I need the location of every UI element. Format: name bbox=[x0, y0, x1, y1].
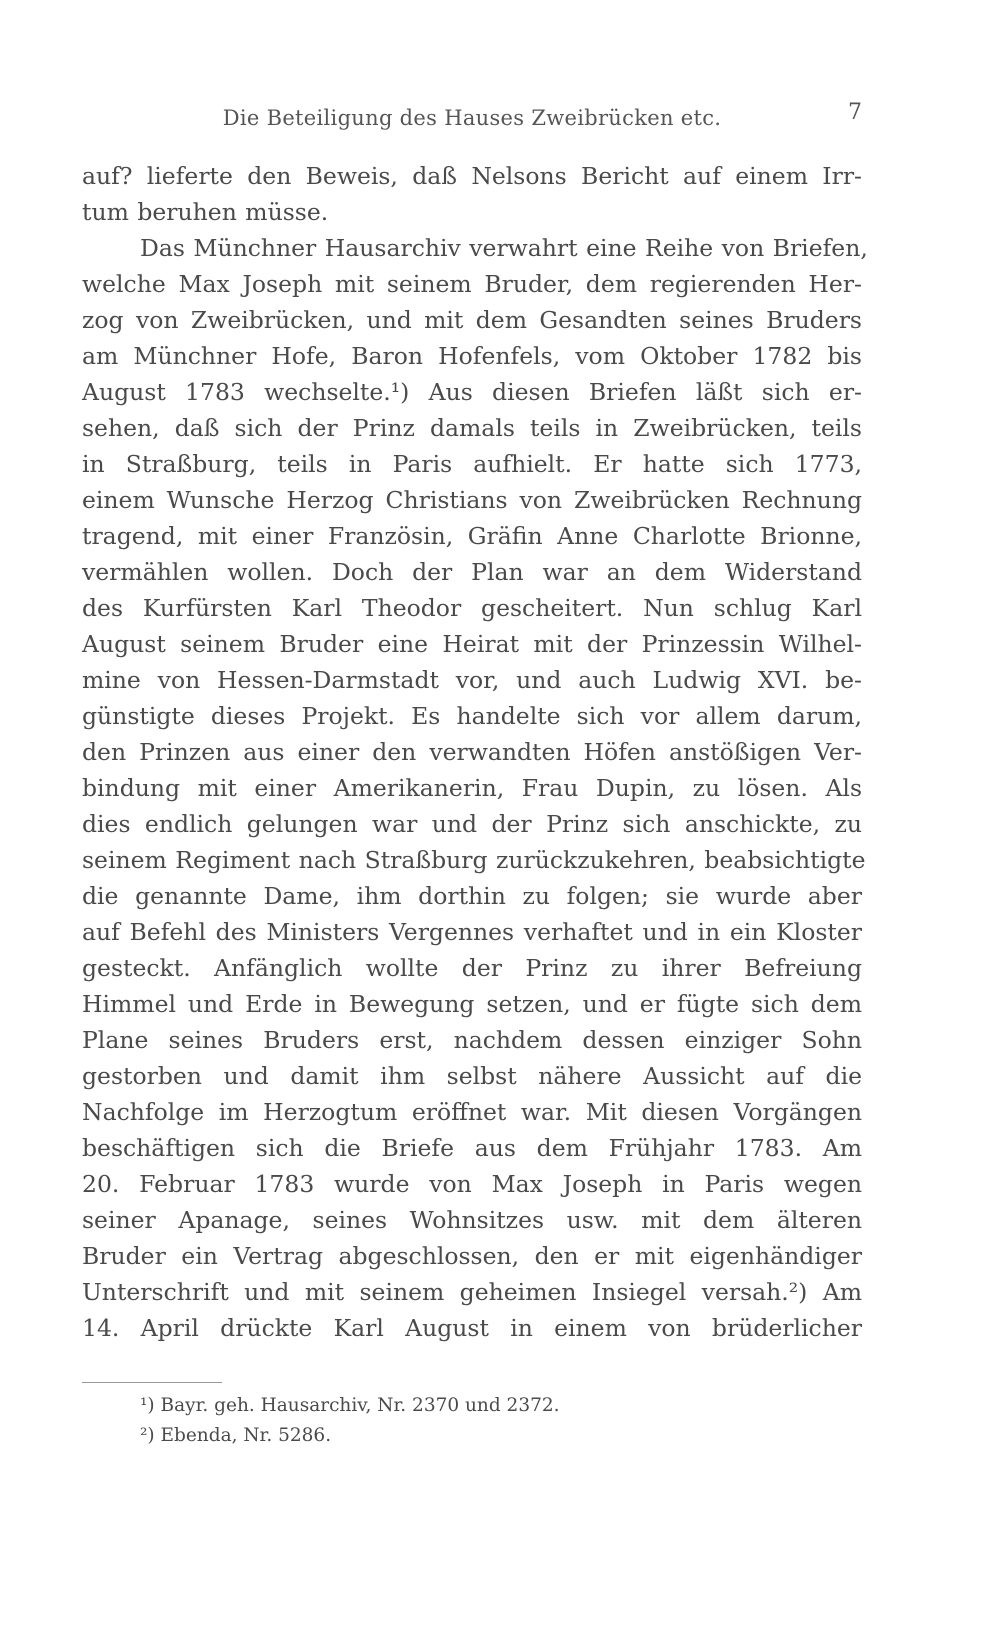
text-line: Himmel und Erde in Bewegung setzen, und er fügte sich dem bbox=[82, 990, 862, 1018]
footnotes bbox=[82, 1391, 862, 1451]
text-line: Unterschrift und mit seinem geheimen Insiegel versah.²) Am bbox=[82, 1278, 862, 1306]
text-line: sehen, daß sich der Prinz damals teils in Zweibrücken, teils bbox=[82, 414, 862, 442]
text-line: dies endlich gelungen war und der Prinz sich anschickte, zu bbox=[82, 810, 862, 838]
text-line: einem Wunsche Herzog Christians von Zweibrücken Rechnung bbox=[82, 486, 862, 514]
text-line: 14. April drückte Karl August in einem von brüderlicher bbox=[82, 1314, 862, 1342]
text-line: tragend, mit einer Französin, Gräfin Anne Charlotte Brionne, bbox=[82, 522, 862, 550]
text-line: bindung mit einer Amerikanerin, Frau Dupin, zu lösen. Als bbox=[82, 774, 862, 802]
text-line: beschäftigen sich die Briefe aus dem Frühjahr 1783. Am bbox=[82, 1134, 862, 1162]
text-line: tum beruhen müsse. bbox=[82, 198, 329, 226]
text-line: den Prinzen aus einer den verwandten Höfen anstößigen Ver- bbox=[82, 738, 862, 766]
text-line: Nachfolge im Herzogtum eröffnet war. Mit diesen Vorgängen bbox=[82, 1098, 862, 1126]
text-line: welche Max Joseph mit seinem Bruder, dem regierenden Her- bbox=[82, 270, 862, 298]
text-line: Das Münchner Hausarchiv verwahrt eine Reihe von Briefen, bbox=[140, 234, 868, 262]
text-line: die genannte Dame, ihm dorthin zu folgen; sie wurde aber bbox=[82, 882, 862, 910]
text-line: seiner Apanage, seines Wohnsitzes usw. mit dem älteren bbox=[82, 1206, 862, 1234]
footnote: ²) Ebenda, Nr. 5286. bbox=[140, 1425, 332, 1446]
text-line: mine von Hessen-Darmstadt vor, und auch Ludwig XVI. be- bbox=[82, 666, 862, 694]
text-line: auf Befehl des Ministers Vergennes verhaftet und in ein Kloster bbox=[82, 918, 862, 946]
text-line: gesteckt. Anfänglich wollte der Prinz zu ihrer Befreiung bbox=[82, 954, 862, 982]
text-line: günstigte dieses Projekt. Es handelte sich vor allem darum, bbox=[82, 702, 862, 730]
text-line: August 1783 wechselte.¹) Aus diesen Briefen läßt sich er- bbox=[82, 378, 862, 406]
text-line: August seinem Bruder eine Heirat mit der Prinzessin Wilhel- bbox=[82, 630, 862, 658]
header-title: Die Beteiligung des Hauses Zweibrücken etc. bbox=[222, 106, 722, 130]
text-line: vermählen wollen. Doch der Plan war an dem Widerstand bbox=[82, 558, 862, 586]
text-line: in Straßburg, teils in Paris aufhielt. Er hatte sich 1773, bbox=[82, 450, 862, 478]
body-text bbox=[82, 158, 868, 1346]
text-line: am Münchner Hofe, Baron Hofenfels, vom Oktober 1782 bis bbox=[82, 342, 862, 370]
text-line: gestorben und damit ihm selbst nähere Aussicht auf die bbox=[82, 1062, 862, 1090]
text-line: Plane seines Bruders erst, nachdem dessen einziger Sohn bbox=[82, 1026, 862, 1054]
document-page bbox=[82, 100, 868, 1451]
footnote: ¹) Bayr. geh. Hausarchiv, Nr. 2370 und 2372. bbox=[140, 1395, 560, 1416]
text-line: seinem Regiment nach Straßburg zurückzukehren, beabsichtigte bbox=[82, 846, 866, 874]
text-line: zog von Zweibrücken, und mit dem Gesandten seines Bruders bbox=[82, 306, 862, 334]
footnote-divider bbox=[82, 1382, 222, 1383]
text-line: 20. Februar 1783 wurde von Max Joseph in Paris wegen bbox=[82, 1170, 862, 1198]
text-line: Bruder ein Vertrag abgeschlossen, den er mit eigenhändiger bbox=[82, 1242, 862, 1270]
running-header bbox=[82, 100, 862, 140]
text-line: auf? lieferte den Beweis, daß Nelsons Bericht auf einem Irr- bbox=[82, 162, 862, 190]
page-number: 7 bbox=[848, 100, 862, 125]
text-line: des Kurfürsten Karl Theodor gescheitert. Nun schlug Karl bbox=[82, 594, 862, 622]
